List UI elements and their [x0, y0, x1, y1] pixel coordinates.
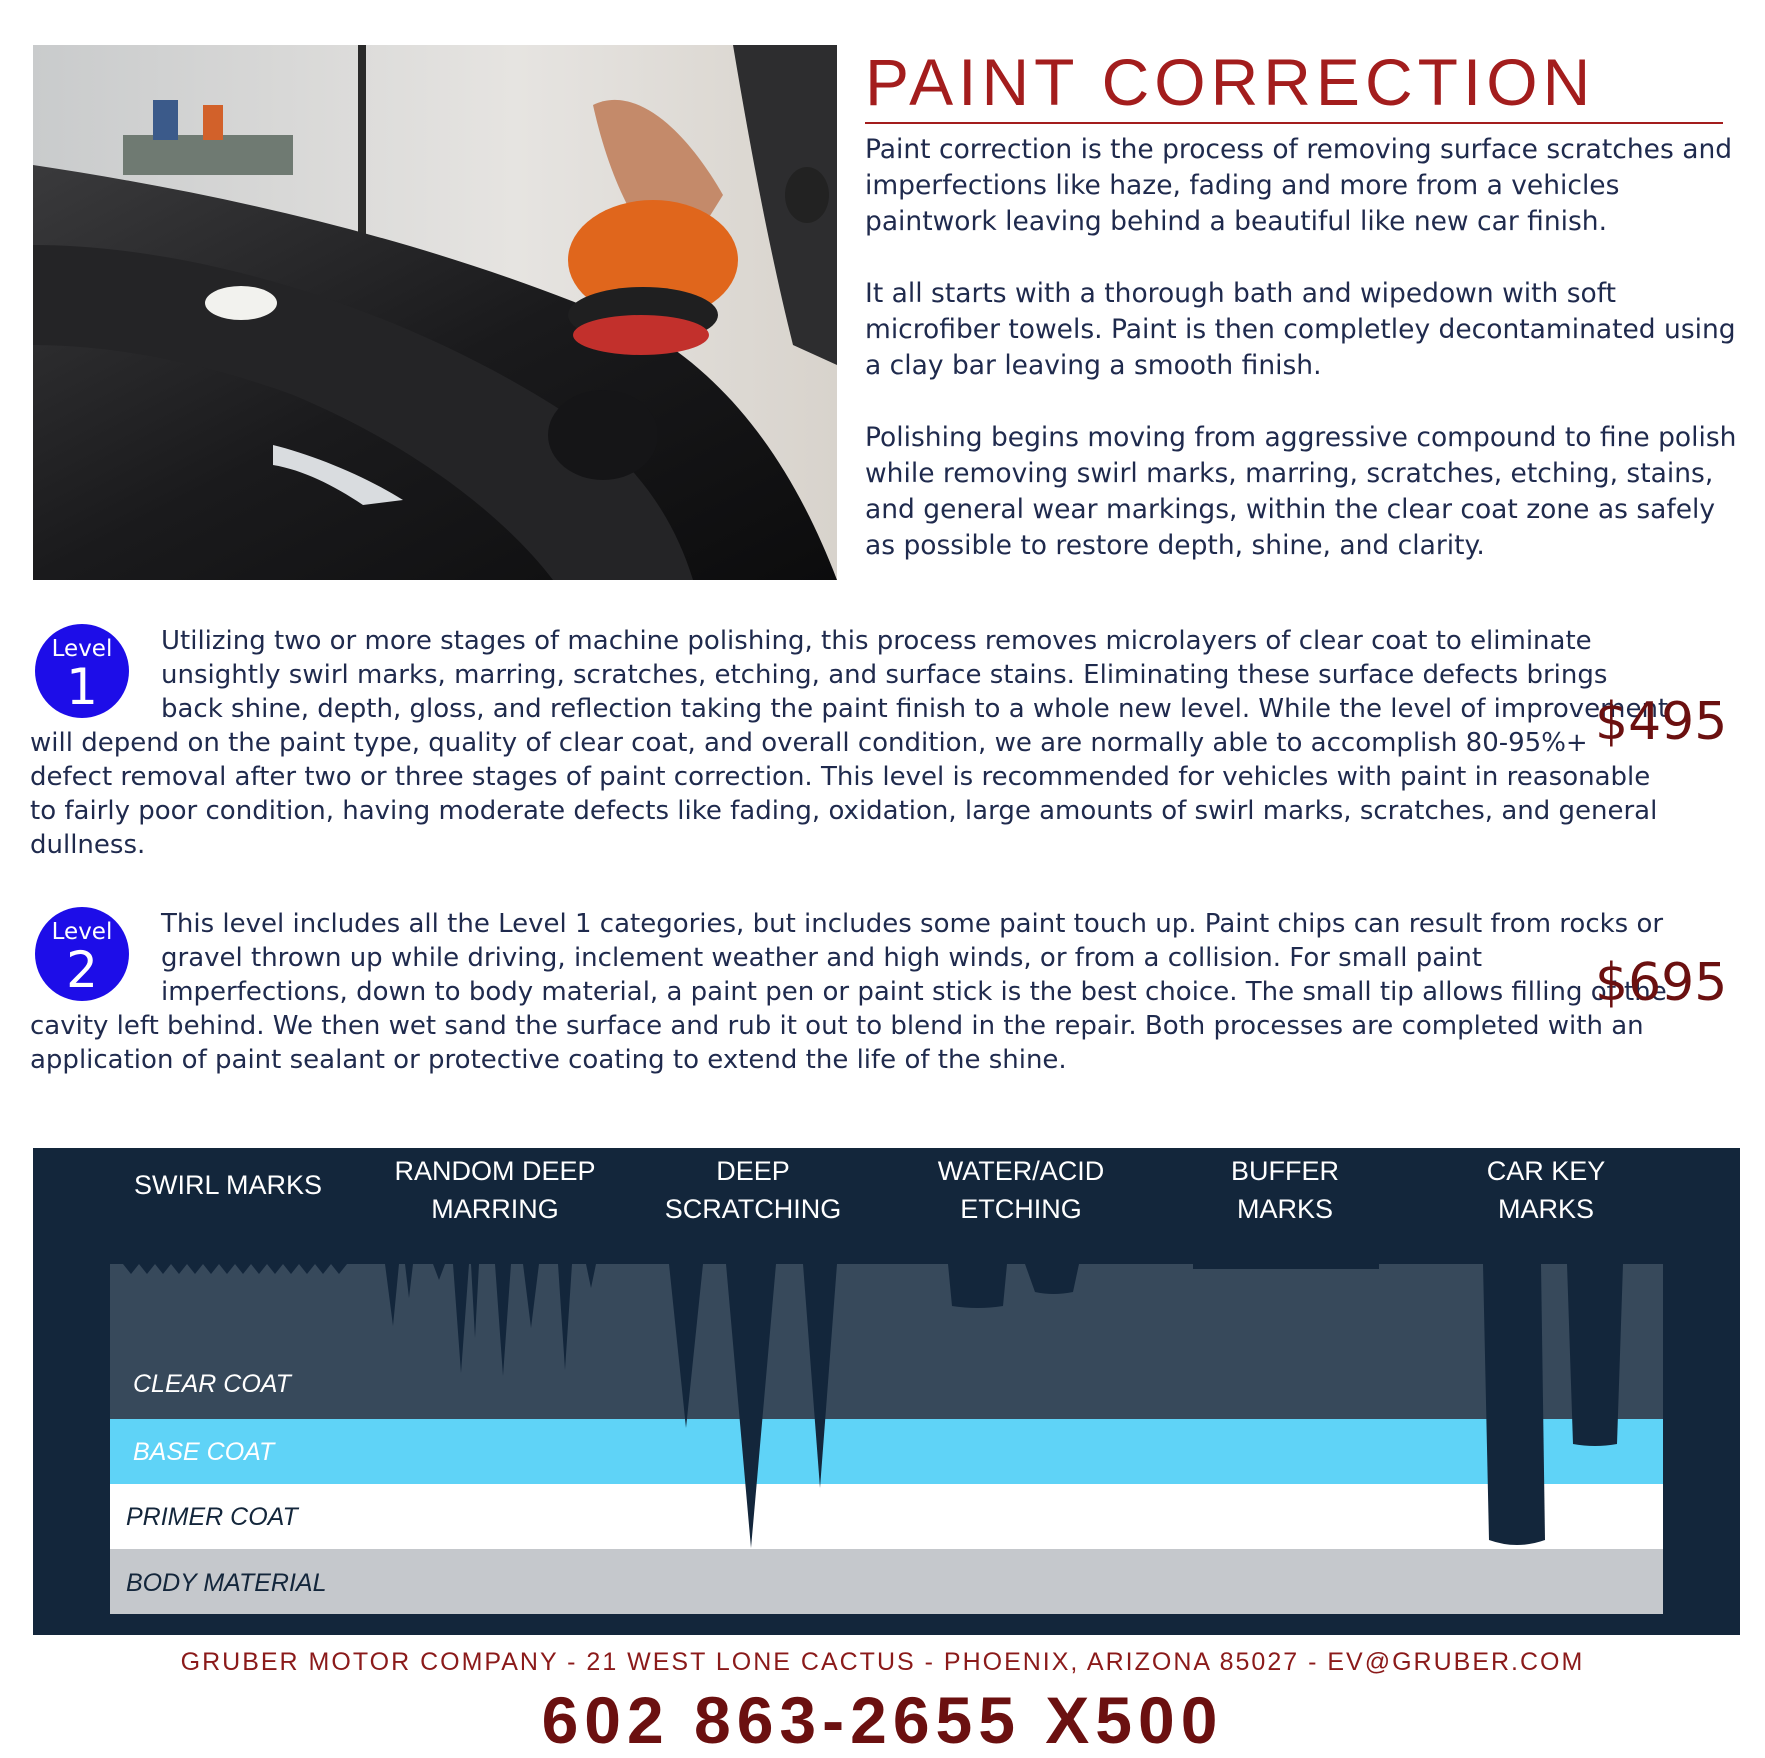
badge-number: 1 — [66, 658, 98, 716]
defect-label-buffer: MARKS — [1236, 1194, 1334, 1224]
intro-paragraph: It all starts with a thorough bath and wipedown with soft microfiber towels. Paint is then completley decontaminated using a clay bar leaving a smooth finish. — [865, 278, 1736, 381]
primer-coat-layer — [110, 1484, 1663, 1549]
company-address-line: GRUBER MOTOR COMPANY - 21 WEST LONE CACTUS - PHOENIX, ARIZONA 85027 - EV@GRUBER.COM — [180, 1648, 1585, 1676]
defect-label-etching: WATER/ACID — [937, 1156, 1105, 1186]
defect-label-key: MARKS — [1497, 1194, 1595, 1224]
badge-label: Level — [51, 919, 113, 945]
base-coat-layer — [110, 1419, 1663, 1484]
paint-layers-svg — [33, 1148, 1740, 1635]
level-1-description: Utilizing two or more stages of machine polishing, this process removes microlayers of clear coat to eliminate unsightly swirl marks, marring, scratches, etching, and surface stains. Eliminating these surface defects brings back shine, depth, gloss, and reflection taking the paint finish to a whole new level. While the level of improvement will depend on the paint type, quality of clear coat, and overall condition, we are normally able to accomplish 80-95%+ defect removal after two or three stages of paint correction. This level is recommended for vehicles with paint in reasonable to fairly poor condition, having moderate defects like fading, oxidation, large amounts of swirl marks, scratches, and general dullness. — [30, 626, 1669, 860]
key-mark-shape-2 — [1567, 1264, 1623, 1446]
body-material-label: BODY MATERIAL — [126, 1569, 327, 1597]
level-1-badge — [35, 624, 129, 718]
level-2-section — [30, 907, 1670, 1077]
primer-coat-label: PRIMER COAT — [126, 1503, 298, 1531]
defect-label-marring: MARRING — [431, 1194, 559, 1224]
defect-label-scratching: DEEP — [716, 1156, 790, 1186]
level-1-price: $495 — [1595, 692, 1728, 752]
base-coat-label: BASE COAT — [133, 1438, 275, 1466]
buffer-marks-shape — [1193, 1264, 1379, 1269]
defect-label-key: CAR KEY — [1486, 1156, 1606, 1186]
clear-coat-layer — [110, 1264, 1663, 1419]
page-title: PAINT CORRECTION — [865, 42, 1723, 124]
intro-paragraph: Paint correction is the process of removing surface scratches and imperfections like haze, fading and more from a vehicles paintwork leaving behind a beautiful like new car finish. — [865, 134, 1733, 237]
body-material-layer — [110, 1549, 1663, 1614]
defect-label-marring: RANDOM DEEP — [394, 1156, 596, 1186]
defect-label-buffer: BUFFER — [1231, 1156, 1339, 1186]
polishing-photo — [33, 45, 837, 580]
etching-shape-1 — [948, 1264, 1007, 1308]
level-2-badge — [35, 907, 129, 1001]
defect-label-scratching: SCRATCHING — [664, 1194, 842, 1224]
level-1-section — [30, 624, 1670, 862]
level-2-price: $695 — [1595, 953, 1728, 1013]
badge-number: 2 — [66, 941, 98, 999]
clear-coat-label: CLEAR COAT — [133, 1370, 291, 1398]
intro-paragraph: Polishing begins moving from aggressive compound to fine polish while removing swirl marks, marring, scratches, etching, stains, and general wear markings, within the clear coat zone as safely as possible to restore depth, shine, and clarity. — [865, 422, 1737, 561]
level-2-description: This level includes all the Level 1 categories, but includes some paint touch up. Paint chips can result from rocks or gravel thrown up while driving, inclement weather and high winds, or from a collision. For small paint imperfections, down to body material, a paint pen or paint stick is the best choice. The small tip allows filling of the cavity left behind. We then wet sand the surface and rub it out to blend in the repair. Both processes are completed with an application of paint sealant or protective coating to extend the life of the shine. — [30, 909, 1667, 1075]
badge-label: Level — [51, 636, 113, 662]
key-mark-shape-1 — [1483, 1264, 1545, 1545]
defect-label-etching: ETCHING — [960, 1194, 1082, 1224]
polisher-on-car-illustration — [33, 45, 837, 580]
phone-number: 602 863-2655 X500 — [541, 1683, 1224, 1757]
defect-label-swirl: SWIRL MARKS — [133, 1170, 323, 1200]
intro-section — [865, 132, 1745, 600]
paint-defects-diagram — [33, 1148, 1740, 1635]
